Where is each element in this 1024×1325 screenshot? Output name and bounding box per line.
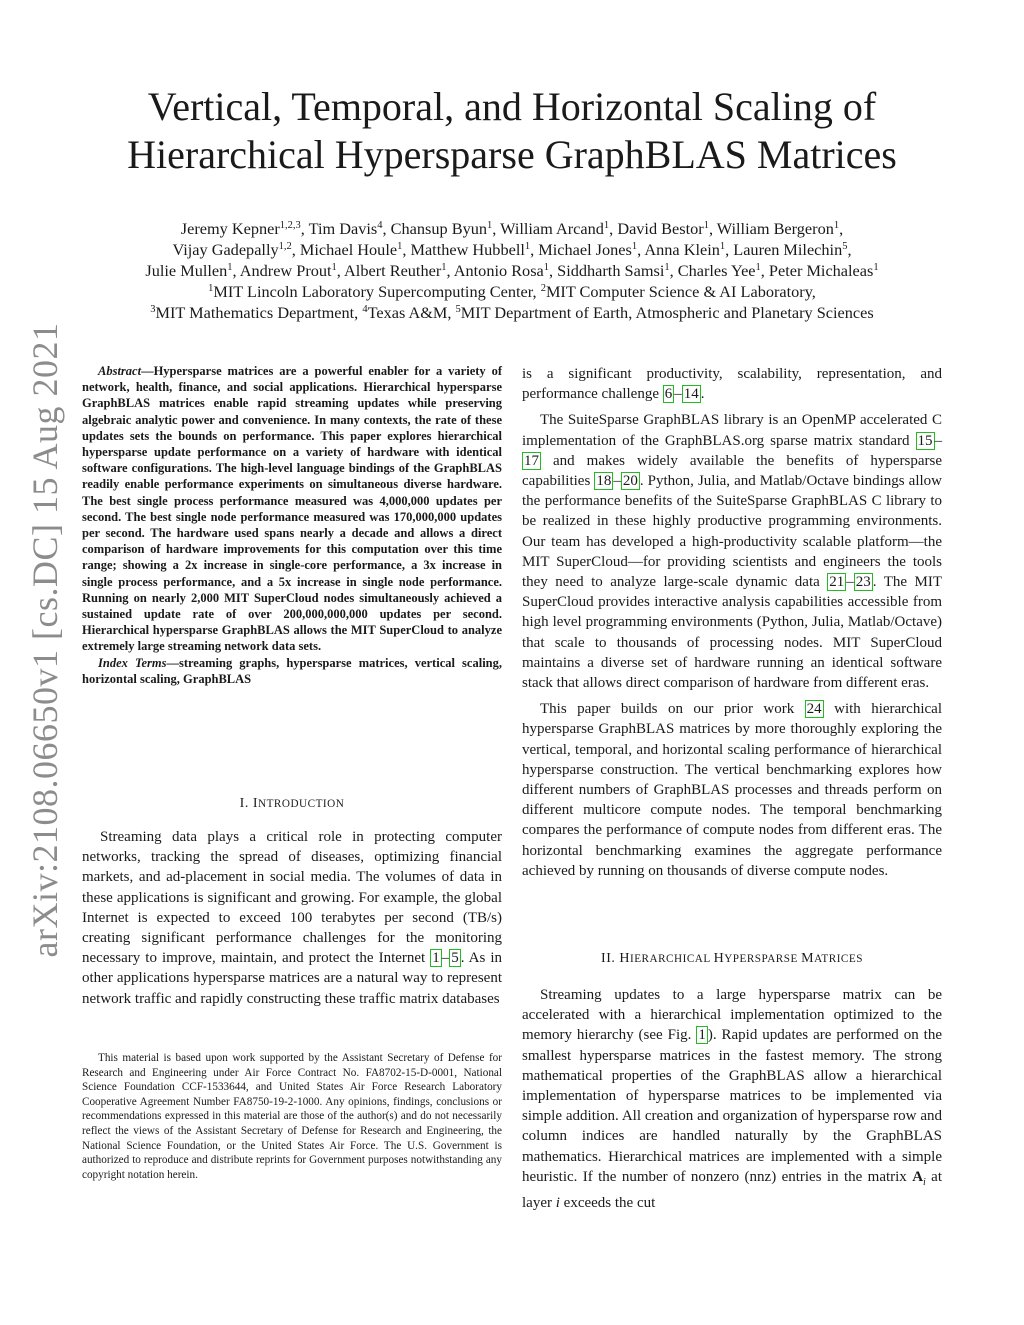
- author-name: William Arcand: [500, 219, 604, 238]
- author-name: Michael Houle: [299, 240, 398, 259]
- figure-link[interactable]: 1: [698, 1027, 706, 1044]
- author-name: Chansup Byun: [390, 219, 488, 238]
- affiliation-marker: 4: [377, 220, 383, 231]
- author-name: Jeremy Kepner: [180, 219, 280, 238]
- affiliation-marker: 1: [873, 262, 879, 273]
- abstract: [82, 363, 502, 687]
- citation-link[interactable]: 5: [451, 950, 459, 967]
- affiliation-marker: 1,2,3: [279, 220, 301, 231]
- section-1-heading: I. INTRODUCTION: [239, 796, 345, 811]
- affiliation-marker: 1: [524, 241, 531, 252]
- affiliation-marker: 1: [487, 220, 493, 231]
- index-terms-label: Index Terms: [98, 655, 167, 670]
- citation-link[interactable]: 21: [829, 574, 845, 591]
- hierarchical-paragraph: Streaming updates to a large hypersparse matrix can be accelerated with a hierarchical implementation optimized to the memory hierarchy (see Fig. 1 ). Rapid updates are performed on the smallest hypersparse matrices in the fastest memory. The strong mathematical properties of the GraphBLAS allow a hierarchical implementation of hypersparse matrices to be implemented via simple addition. All creation and organization of hypersparse row and column indices are handled naturally by the GraphBLAS mathematics. Hierarchical matrices are implemented with a simple heuristic. If the number of nonzero (nnz) entries in the matrix $A_i$ at layer i exceeds the cut: [522, 987, 943, 1212]
- citation-link[interactable]: 24: [806, 701, 822, 718]
- affiliation-marker: 1: [833, 220, 840, 231]
- section-1-body: [82, 827, 502, 1009]
- author-name: David Bestor: [617, 219, 704, 238]
- affiliation-marker: 2: [540, 283, 546, 294]
- matrix-symbol: A: [912, 1168, 924, 1185]
- author-name: Matthew Hubbell: [410, 240, 525, 259]
- author-name: William Bergeron: [716, 219, 834, 238]
- affiliation-marker: 1: [719, 241, 726, 252]
- author-line-1: Jeremy Kepner$^{1,2,3}$, Tim Davis$^4$, Chansup Byun$^1$, William Arcand$^1$, David Bestor$^1$, William Bergeron$^1$,: [180, 219, 844, 238]
- affiliation-text: MIT Mathematics Department,: [155, 303, 363, 322]
- abstract-label: Abstract: [98, 364, 142, 378]
- affiliation-text: MIT Computer Science & AI Laboratory,: [545, 282, 816, 301]
- author-name: Peter Michaleas: [768, 261, 874, 280]
- author-name: Lauren Milechin: [733, 240, 843, 259]
- title-line-2: Hierarchical Hypersparse GraphBLAS Matrices: [127, 132, 897, 177]
- author-name: Julie Mullen: [145, 261, 228, 280]
- author-name: Anna Klein: [644, 240, 720, 259]
- affiliation-line-1: [60, 281, 964, 302]
- affiliation-marker: 3: [150, 304, 156, 315]
- affiliation-marker: 5: [455, 304, 461, 315]
- author-name: Vijay Gadepally: [172, 240, 279, 259]
- affiliation-marker: 1: [227, 262, 233, 273]
- author-name: Michael Jones: [538, 240, 632, 259]
- continued-paragraph: is a significant productivity, scalability, representation, and performance challenge 6 – 14 .: [522, 366, 942, 403]
- affiliation-marker: 1,2: [278, 241, 292, 252]
- affiliation-marker: 1: [631, 241, 638, 252]
- citation-link[interactable]: 17: [524, 452, 539, 469]
- section-2-heading: II. HIERARCHICAL HYPERSPARSE MATRICES: [601, 951, 863, 966]
- abstract-text: —Hypersparse matrices are a powerful enabler for a variety of network, health, finance, and social applications. Hierarchical hypersparse GraphBLAS matrices enable rapid streaming updates while preserving algebraic analytic power and convenience. In many contexts, the rate of these updates sets the bounds on performance. This paper explores hierarchical hypersparse update performance on a variety of hardware with identical software configurations. The high-level language bindings of the GraphBLAS readily enable performance experiments on simultaneous diverse hardware. The best single process performance measured was 4,000,000 updates per second. The best single node performance measured was 170,000,000 updates per second. The hardware used spans nearly a decade and allows a direct comparison of hardware improvements for this computation over this time range; showing a 2x increase in single-core performance, a 3x increase in single process performance, and a 5x increase in single node performance. Running on nearly 2,000 MIT SuperCloud nodes simultaneously achieved a sustained update rate of over 200,000,000,000 updates per second. Hierarchical hypersparse GraphBLAS allows the MIT SuperCloud to analyze extremely large streaming network data sets.: [82, 364, 502, 654]
- affiliation-line-2: [60, 302, 964, 323]
- author-name: Antonio Rosa: [453, 261, 544, 280]
- citation-link[interactable]: 1: [432, 950, 440, 967]
- affiliation-marker: 1: [755, 262, 761, 273]
- citation-link[interactable]: 15: [917, 432, 933, 449]
- affiliation-marker: 1: [603, 220, 610, 231]
- citation-link[interactable]: 18: [596, 473, 612, 490]
- author-block: [60, 218, 964, 323]
- matrix-subscript: i: [923, 1176, 926, 1188]
- author-name: Albert Reuther: [344, 261, 442, 280]
- affiliation-marker: 5: [842, 241, 848, 252]
- suitesparse-paragraph: The SuiteSparse GraphBLAS library is an OpenMP accelerated C implementation of the GraphBLAS.org sparse matrix standard 15 –17 and makes widely available the benefits of hypersparse capabilities 18 – 20 . Python, Julia, and Matlab/Octave bindings allow the performance benefits of the SuiteSparse GraphBLAS C library to be realized in these highly productive programming environments. Our team has developed a high-productivity scalable platform—the MIT SuperCloud—for providing scientists and engineers the tools they need to analyze large-scale dynamic data 21 – 23 . The MIT SuperCloud provides interactive analysis capabilities accessible from high level programming environments (Python, Julia, Matlab/Octave) that scale to thousands of processing nodes. MIT SuperCloud maintains a diverse set of hardware running an identical software stack that allows direct comparison of hardware from different eras.: [522, 412, 943, 692]
- author-line-3: Julie Mullen$^1$, Andrew Prout$^1$, Albert Reuther$^1$, Antonio Rosa$^1$, Siddharth Samsi$^1$, Charles Yee$^1$, Peter Michaleas$^1$: [145, 261, 879, 280]
- affiliation-marker: 1: [441, 262, 447, 273]
- affiliation-marker: 1: [331, 262, 337, 273]
- funding-footnote: This material is based upon work supported by the Assistant Secretary of Defense for Research and Engineering under Air Force Contract No. FA8702-15-D-0001, National Science Foundation CCF-1533644, and United States Air Force Research Laboratory Cooperative Agreement Number FA8750-19-2-1000. Any opinions, findings, conclusions or recommendations expressed in this material are those of the author(s) and do not necessarily reflect the views of the Assistant Secretary of Defense for Research and Engineering, the National Science Foundation, or the United States Air Force. The U.S. Government is authorized to reproduce and distribute reprints for Government purposes notwithstanding any copyright notation herein.: [82, 1052, 502, 1181]
- author-name: Andrew Prout: [239, 261, 332, 280]
- right-column-body: [522, 364, 942, 881]
- affiliation-marker: 1: [397, 241, 403, 252]
- affiliation-text: Texas A&M,: [367, 303, 456, 322]
- title-line-1: Vertical, Temporal, and Horizontal Scaling of: [147, 84, 877, 129]
- affiliation-marker: 4: [362, 304, 368, 315]
- author-name: Tim Davis: [308, 219, 378, 238]
- author-line-2: Vijay Gadepally$^{1,2}$, Michael Houle$^1$, Matthew Hubbell$^1$, Michael Jones$^1$, Anna Klein$^1$, Lauren Milechin$^5$,: [172, 240, 852, 259]
- citation-link[interactable]: 6: [664, 386, 673, 403]
- arxiv-id: arXiv:2108.06650v1 [cs.DC] 15 Aug 2021: [25, 322, 65, 958]
- index-terms-text: —streaming graphs, hypersparse matrices, vertical scaling, horizontal scaling, GraphBLAS: [82, 655, 502, 686]
- citation-link[interactable]: 20: [622, 473, 638, 490]
- affiliation-text: MIT Lincoln Laboratory Supercomputing Center,: [213, 282, 541, 301]
- author-name: Charles Yee: [677, 261, 756, 280]
- layer-symbol: i: [555, 1195, 560, 1212]
- paper-title: [60, 83, 964, 179]
- author-name: Siddharth Samsi: [557, 261, 665, 280]
- affiliation-text: MIT Department of Earth, Atmospheric and Planetary Sciences: [460, 303, 874, 322]
- prior-work-paragraph: This paper builds on our prior work 24 with hierarchical hypersparse GraphBLAS matrices by more thoroughly exploring the vertical, temporal, and horizontal scaling performance of hierarchical hypersparse construction. The vertical benchmarking explores how different numbers of GraphBLAS processes and threads perform on different multicore compute nodes. The temporal benchmarking compares the performance of compute nodes from different eras. The horizontal benchmarking examines the aggregate performance achieved by running on thousands of diverse compute nodes.: [522, 701, 942, 879]
- citation-link[interactable]: 23: [855, 574, 871, 591]
- affiliation-marker: 1: [703, 220, 709, 231]
- intro-paragraph: Streaming data plays a critical role in protecting computer networks, tracking the spread of diseases, optimizing financial markets, and ad-placement in social media. The volumes of data in these applications is significant and growing. For example, the global Internet is expected to exceed 100 terabytes per second (TB/s) creating significant performance challenges for the monitoring necessary to improve, maintain, and protect the Internet 1 – 5 . As in other applications hypersparse matrices are a natural way to represent network traffic and rapidly constructing these traffic matrix databases: [82, 829, 502, 1007]
- affiliation-marker: 1: [664, 262, 670, 273]
- affiliation-marker: 1: [208, 283, 214, 294]
- section-2-body: [522, 985, 942, 1213]
- citation-link[interactable]: 14: [683, 386, 699, 403]
- affiliation-marker: 1: [543, 262, 550, 273]
